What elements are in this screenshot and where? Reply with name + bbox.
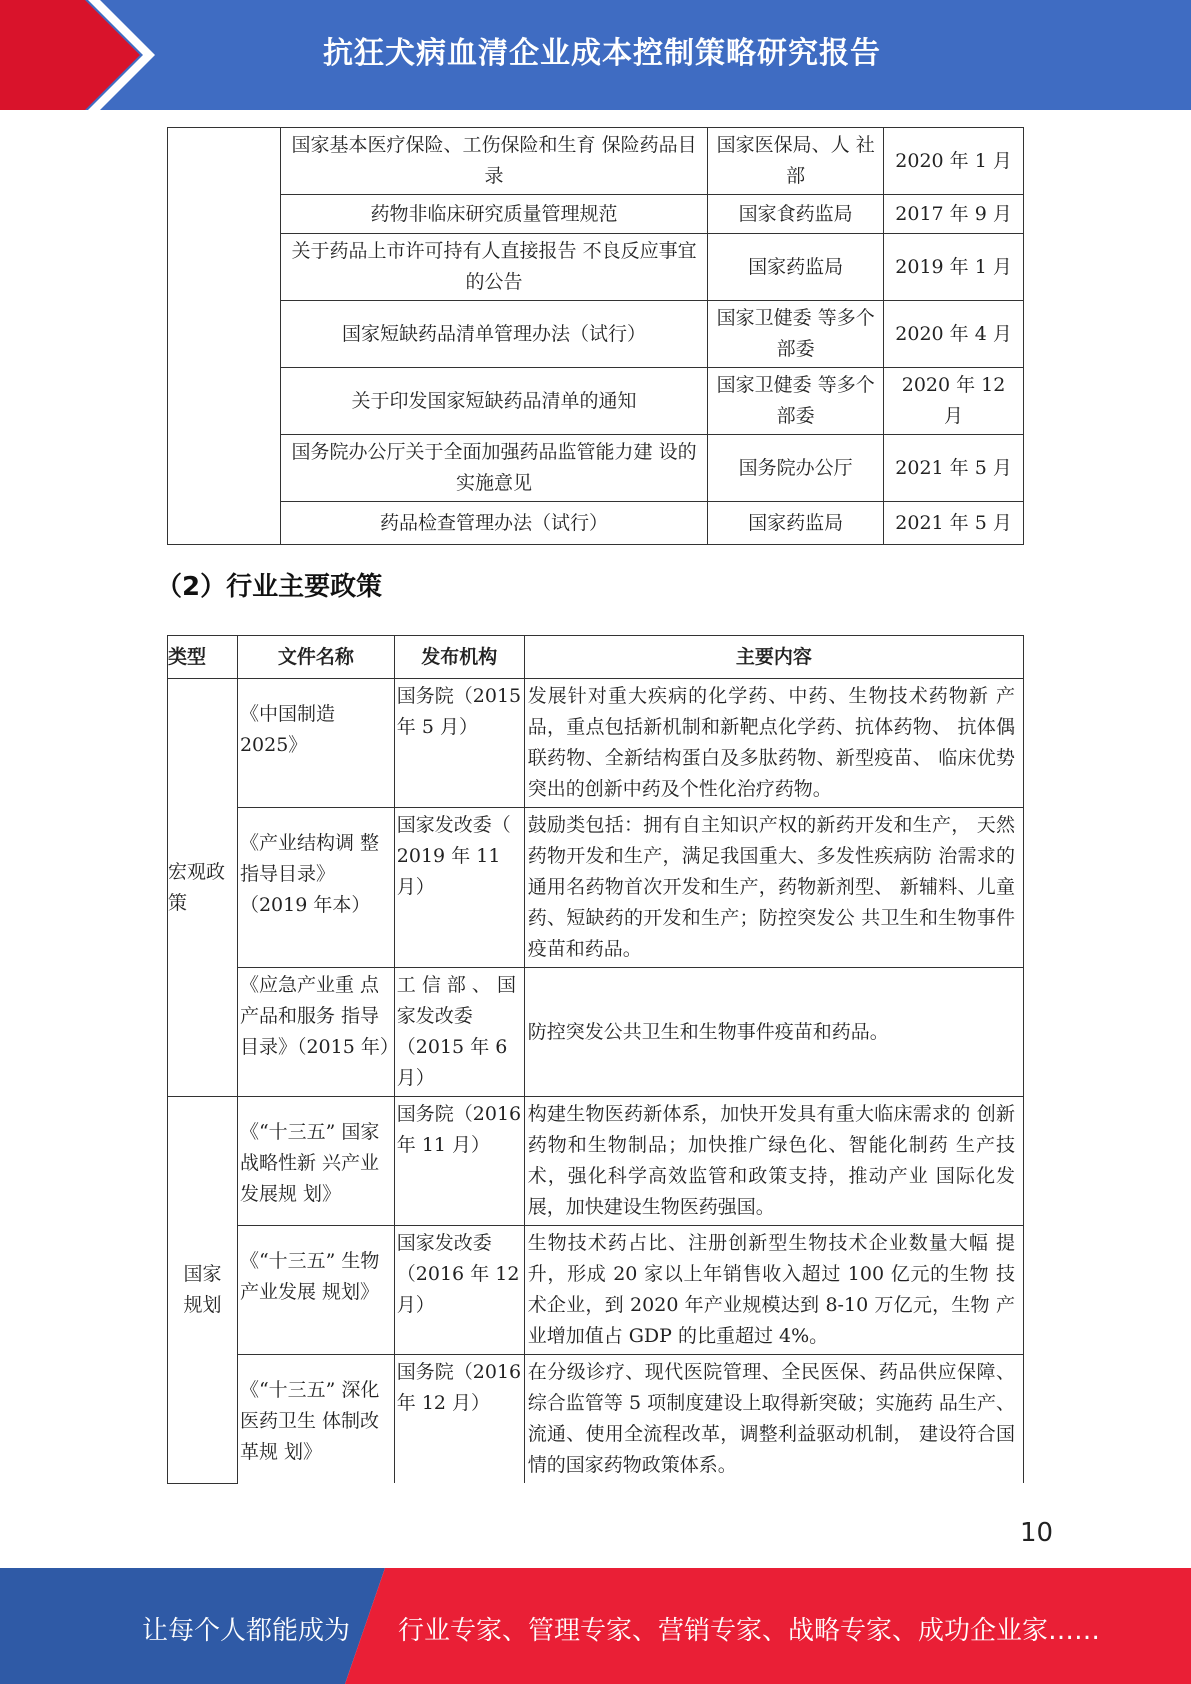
header-doc: 文件名称 [237,636,394,679]
table-row [168,968,1024,1097]
table-row [168,1097,1024,1226]
table-row [168,1226,1024,1355]
issuer-cell: 国务院（2015 年 5 月） [394,679,524,808]
table-header-row [168,636,1024,679]
section-title: （2）行业主要政策 [156,572,383,602]
category-cell-blank [168,128,281,545]
date-cell: 2020 年 4 月 [884,301,1024,368]
content-cell: 发展针对重大疾病的化学药、中药、生物技术药物新 产品，重点包括新机制和新靶点化学药、抗体药物、 抗体偶联药物、全新结构蛋白及多肽药物、新型疫苗、 临床优势突出的创新中药及个性化治疗药物。 [524,679,1023,808]
footer-slogan-left: 让每个人都能成为 [142,1616,351,1646]
doc-name-cell: 关于药品上市许可持有人直接报告 不良反应事宜的公告 [280,234,707,301]
content-cell: 生物技术药占比、注册创新型生物技术企业数量大幅 提升，形成 20 家以上年销售收入超过 100 亿元的生物 技术企业，到 2020 年产业规模达到 8-10 万亿元，生物 产业增加值占 GDP 的比重超过 4%。 [524,1226,1023,1355]
industry-policy-table [167,635,1024,1484]
issuer-cell: 国家医保局、人 社部 [708,128,884,195]
date-cell: 2017 年 9 月 [884,195,1024,234]
doc-name-cell: 《“十三五” 深化医药卫生 体制改革规 划》 [237,1355,394,1484]
category-cell-macro: 宏观政策 [168,679,238,1097]
policy-table-continued [167,127,1024,545]
issuer-cell: 国家发改委（ 2019 年 11 月） [394,808,524,968]
table-row [168,301,1024,368]
issuer-cell: 国家卫健委 等多个部委 [708,301,884,368]
header-title: 抗狂犬病血清企业成本控制策略研究报告 [323,36,881,71]
issuer-cell: 国务院（2016 年 12 月） [394,1355,524,1484]
table-row [168,195,1024,234]
date-cell: 2019 年 1 月 [884,234,1024,301]
doc-name-cell: 关于印发国家短缺药品清单的通知 [280,368,707,435]
doc-name-cell: 《应急产业重 点产品和服务 指导目录》（2015 年） [237,968,394,1097]
doc-name-cell: 《“十三五” 国家战略性新 兴产业发展规 划》 [237,1097,394,1226]
table-row [168,234,1024,301]
issuer-cell: 国家药监局 [708,502,884,545]
doc-name-cell: 药品检查管理办法（试行） [280,502,707,545]
page-header [0,0,1191,110]
category-cell-plan: 国家规划 [168,1097,238,1484]
header-content: 主要内容 [524,636,1023,679]
table-row [168,368,1024,435]
doc-name-cell: 《产业结构调 整指导目录》（2019 年本） [237,808,394,968]
doc-name-cell: 国务院办公厅关于全面加强药品监管能力建 设的实施意见 [280,435,707,502]
doc-name-cell: 国家基本医疗保险、工伤保险和生育 保险药品目录 [280,128,707,195]
header-type: 类型 [168,636,238,679]
issuer-cell: 国务院（2016 年 11 月） [394,1097,524,1226]
issuer-cell: 国务院办公厅 [708,435,884,502]
footer-slogan-right: 行业专家、管理专家、营销专家、战略专家、成功企业家…… [398,1616,1101,1646]
doc-name-cell: 药物非临床研究质量管理规范 [280,195,707,234]
content-cell: 鼓励类包括：拥有自主知识产权的新药开发和生产， 天然药物开发和生产，满足我国重大、多发性疾病防 治需求的通用名药物首次开发和生产，药物新剂型、 新辅料、儿童药、短缺药的开发和生产；防控突发公 共卫生和生物事件疫苗和药品。 [524,808,1023,968]
date-cell: 2020 年 12 月 [884,368,1024,435]
doc-name-cell: 《“十三五” 生物产业发展 规划》 [237,1226,394,1355]
page-footer [0,1568,1191,1684]
header-red-arrow [0,0,140,110]
date-cell: 2021 年 5 月 [884,502,1024,545]
table-row [168,1355,1024,1484]
table-row [168,808,1024,968]
content-cell: 防控突发公共卫生和生物事件疫苗和药品。 [524,968,1023,1097]
issuer-cell: 国家卫健委 等多个部委 [708,368,884,435]
doc-name-cell: 国家短缺药品清单管理办法（试行） [280,301,707,368]
date-cell: 2021 年 5 月 [884,435,1024,502]
doc-name-cell: 《中国制造2025》 [237,679,394,808]
table-row [168,435,1024,502]
table-row [168,502,1024,545]
issuer-cell: 工 信 部 、 国家发改委（2015 年 6 月） [394,968,524,1097]
content-cell: 构建生物医药新体系，加快开发具有重大临床需求的 创新药物和生物制品；加快推广绿色化、智能化制药 生产技术，强化科学高效监管和政策支持，推动产业 国际化发展，加快建设生物医药强国。 [524,1097,1023,1226]
issuer-cell: 国家食药监局 [708,195,884,234]
content-cell: 在分级诊疗、现代医院管理、全民医保、药品供应保障、综合监管等 5 项制度建设上取得新突破；实施药 品生产、流通、使用全流程改革，调整利益驱动机制， 建设符合国情的国家药物政策体系。 [524,1355,1023,1484]
table-row [168,679,1024,808]
page-number: 10 [1020,1518,1054,1548]
issuer-cell: 国家药监局 [708,234,884,301]
issuer-cell: 国家发改委（2016 年 12 月） [394,1226,524,1355]
header-org: 发布机构 [394,636,524,679]
table-row [168,128,1024,195]
date-cell: 2020 年 1 月 [884,128,1024,195]
